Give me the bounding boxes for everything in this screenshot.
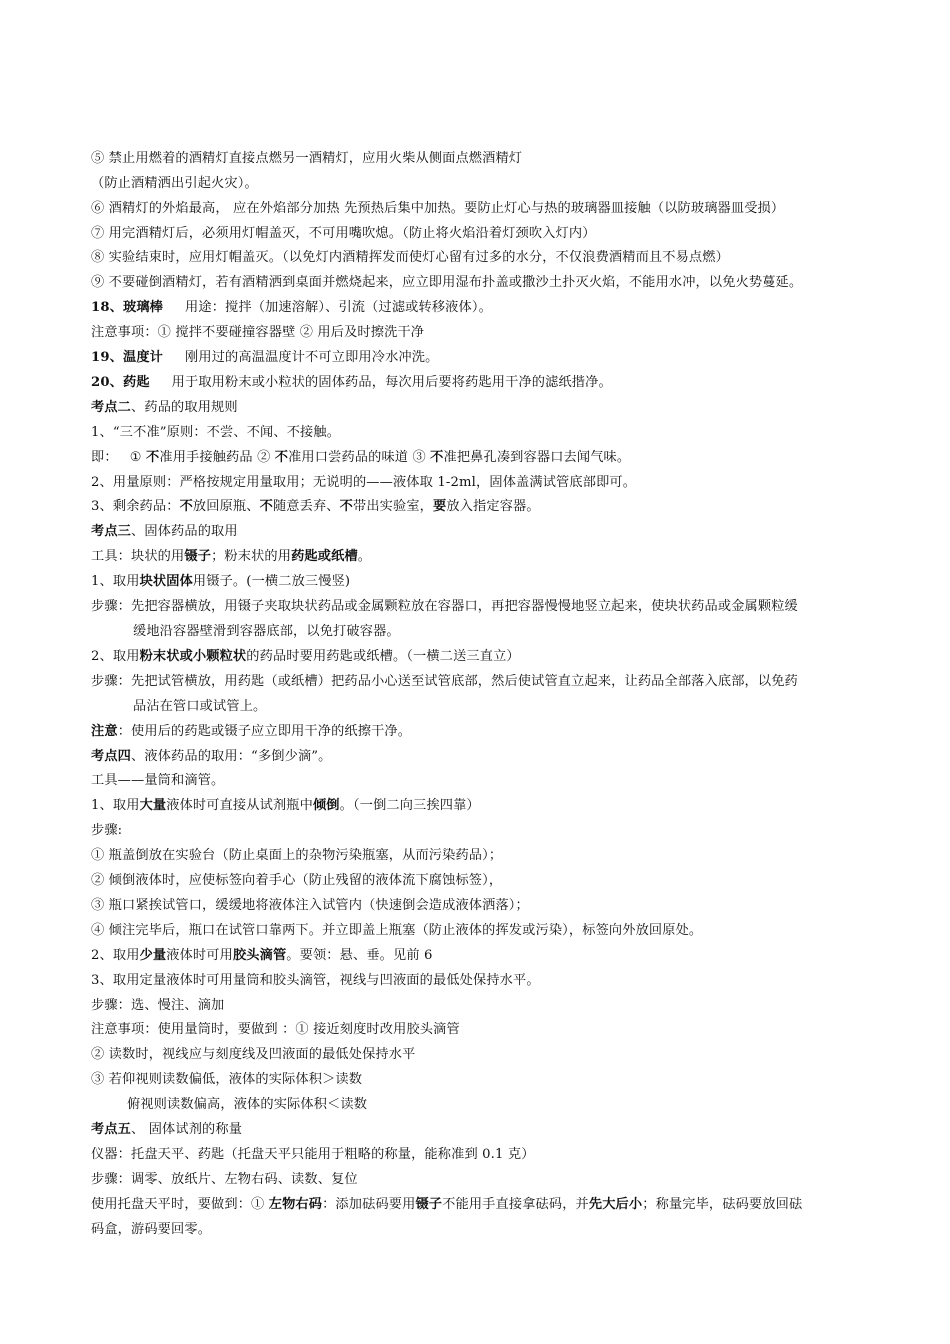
- text-span: 1、取用: [91, 798, 140, 813]
- bold-span: 不: [179, 499, 193, 514]
- text-span: 3、剩余药品：: [91, 499, 180, 514]
- bold-span: 不: [430, 450, 444, 465]
- heading-label: 考点五: [91, 1122, 132, 1137]
- text-span: 液体时可用: [166, 948, 233, 963]
- text-line: 注意事项：① 搅拌不要碰撞容器壁 ② 用后及时擦洗干净: [91, 325, 425, 340]
- text-line: 步骤：先把试管横放，用药匙（或纸槽）把药品小心送至试管底部，然后使试管直立起来，让药品全部落入底部，以免药: [91, 674, 798, 689]
- text-span: 即：: [91, 450, 118, 465]
- text-span: 使用托盘天平时，要做到：①: [91, 1197, 269, 1212]
- text-line: [91, 947, 433, 965]
- text-span: 。: [357, 549, 372, 564]
- text-line: ⑤ 禁止用燃着的酒精灯直接点燃另一酒精灯，应用火柴从侧面点燃酒精灯: [91, 151, 523, 166]
- item-title: 19、温度计: [91, 350, 164, 365]
- text-span: 1、取用: [91, 574, 140, 589]
- bold-span: 不: [146, 450, 160, 465]
- bold-span: 镊子: [184, 549, 212, 564]
- bold-span: 不: [274, 450, 289, 465]
- text-line: 2、用量原则：严格按规定用量取用；无说明的——液体取 1-2ml，固体盖满试管底部即可。: [91, 475, 637, 490]
- bold-span: 倾倒: [312, 798, 340, 813]
- text-span: ：使用后的药匙或镊子应立即用干净的纸擦干净。: [117, 724, 412, 739]
- text-span: 准用口尝药品的味道 ③: [288, 450, 431, 465]
- text-line: 码盒，游码要回零。: [91, 1222, 212, 1237]
- text-line: ⑨ 不要碰倒酒精灯，若有酒精洒到桌面并燃烧起来，应立即用湿布扑盖或撒沙土扑灭火焰，不能用水冲，以免火势蔓延。: [91, 275, 803, 290]
- text-line: 步骤：选、慢注、滴加: [91, 998, 225, 1013]
- item-text: 刚用过的高温温度计不可立即用冷水冲洗。: [185, 350, 439, 365]
- bold-span: 注意: [91, 724, 118, 739]
- bold-span: 胶头滴管: [232, 948, 287, 963]
- heading-text: 、 固体试剂的称量: [131, 1122, 243, 1137]
- text-line: [91, 449, 630, 467]
- heading-text: 、药品的取用规则: [131, 400, 238, 415]
- item-text: 用于取用粉末或小粒状的固体药品，每次用后要将药匙用干净的滤纸揩净。: [171, 375, 612, 390]
- text-span: 放入指定容器。: [446, 499, 540, 514]
- text-line: 注意事项：使用量筒时，要做到 ：① 接近刻度时改用胶头滴管: [91, 1022, 460, 1037]
- bold-span: 要: [433, 499, 447, 514]
- item-text: 用途：搅拌（加速溶解）、引流（过滤或转移液体）。: [185, 300, 492, 315]
- text-line: 3、取用定量液体时可用量筒和胶头滴管，视线与凹液面的最低处保持水平。: [91, 973, 540, 988]
- text-line: 1、“三不准”原则：不尝、不闻、不接触。: [91, 425, 341, 440]
- text-line: 仪器：托盘天平、药匙（托盘天平只能用于粗略的称量，能称准到 0.1 克）: [91, 1147, 535, 1162]
- bold-span: 块状固体: [139, 574, 193, 589]
- text-line: ⑦ 用完酒精灯后，必须用灯帽盖灭，不可用嘴吹熄。（防止将火焰沿着灯颈吹入灯内）: [91, 226, 596, 241]
- text-span: 不能用手直接拿砝码，并: [442, 1197, 589, 1212]
- text-span: 用镊子。(一横二放三慢竖): [192, 574, 351, 589]
- heading-label: 考点二: [91, 400, 132, 415]
- item-thermometer: [91, 349, 438, 367]
- text-line: [91, 797, 480, 815]
- item-title: 20、药匙: [91, 375, 150, 390]
- item-title: 18、玻璃棒: [91, 300, 164, 315]
- bold-span: 先大后小: [588, 1197, 643, 1212]
- heading-text: 、固体药品的取用: [131, 524, 238, 539]
- text-line: 步骤:: [91, 823, 123, 838]
- text-span: 随意丢弃、: [272, 499, 340, 514]
- section-heading: [91, 1121, 242, 1139]
- text-line: 步骤：先把容器横放，用镊子夹取块状药品或金属颗粒放在容器口，再把容器慢慢地竖立起来，使块状药品或金属颗粒缓: [91, 599, 798, 614]
- text-line: ③ 若仰视则读数偏低，液体的实际体积＞读数: [91, 1072, 363, 1087]
- text-line: [91, 498, 540, 516]
- bold-span: 不: [339, 499, 353, 514]
- text-span: ：添加砝码要用: [322, 1197, 416, 1212]
- item-glass-rod: [91, 299, 492, 317]
- text-span: 带出实验室，: [352, 499, 434, 514]
- text-line: [91, 648, 520, 666]
- section-heading: [91, 748, 332, 766]
- text-line: 缓地沿容器壁滑到容器底部，以免打破容器。: [133, 624, 400, 639]
- item-spoon: [91, 374, 612, 392]
- text-span: 。（一倒二向三挨四靠）: [339, 798, 480, 813]
- bold-span: 不: [259, 499, 273, 514]
- text-span: 液体时可直接从试剂瓶中: [166, 798, 313, 813]
- heading-text: 、液体药品的取用：“多倒少滴”。: [131, 749, 332, 764]
- bold-span: 粉末状或小颗粒状: [139, 649, 247, 664]
- text-line: ⑥ 酒精灯的外焰最高， 应在外焰部分加热 先预热后集中加热。要防止灯心与热的玻璃器皿接触（以防玻璃器皿受损）: [91, 201, 785, 216]
- text-line: 步骤：调零、放纸片、左物右码、读数、复位: [91, 1172, 358, 1187]
- section-heading: [91, 523, 238, 541]
- text-line: ② 倾倒液体时，应使标签向着手心（防止残留的液体流下腐蚀标签），: [91, 873, 503, 888]
- text-line: [91, 548, 371, 566]
- text-line: ④ 倾注完毕后，瓶口在试管口靠两下。并立即盖上瓶塞（防止液体的挥发或污染），标签向外放回原处。: [91, 923, 703, 938]
- text-span: ；粉末状的用: [211, 549, 292, 564]
- text-line: 品沾在管口或试管上。: [133, 699, 267, 714]
- text-line: [91, 573, 350, 591]
- text-span: 准用手接触药品 ②: [159, 450, 275, 465]
- text-span: 工具：块状的用: [91, 549, 185, 564]
- text-span: 放回原瓶、: [192, 499, 260, 514]
- text-line: 俯视则读数偏高，液体的实际体积＜读数: [127, 1097, 368, 1112]
- text-line: 工具——量筒和滴管。: [91, 773, 225, 788]
- bold-span: 少量: [139, 948, 167, 963]
- text-line: ⑧ 实验结束时，应用灯帽盖灭。（以免灯内酒精挥发而使灯心留有过多的水分，不仅浪费酒精而且不易点燃）: [91, 250, 729, 265]
- text-line: [91, 1196, 802, 1214]
- text-span: 2、取用: [91, 948, 140, 963]
- bold-span: 大量: [139, 798, 167, 813]
- heading-label: 考点四: [91, 749, 132, 764]
- text-span: 。要领：悬、垂。见前 6: [286, 948, 433, 963]
- text-line: ③ 瓶口紧挨试管口，缓缓地将液体注入试管内（快速倒会造成液体洒落）；: [91, 898, 529, 913]
- text-line: [91, 723, 411, 741]
- text-line: ① 瓶盖倒放在实验台（防止桌面上的杂物污染瓶塞，从而污染药品）；: [91, 848, 503, 863]
- text-line: （防止酒精洒出引起火灾）。: [91, 176, 258, 191]
- bold-span: 左物右码: [268, 1197, 323, 1212]
- text-span: ①: [129, 450, 147, 465]
- section-heading: [91, 399, 238, 417]
- text-span: 准把鼻孔凑到容器口去闻气味。: [443, 450, 631, 465]
- heading-label: 考点三: [91, 524, 132, 539]
- text-line: ② 读数时，视线应与刻度线及凹液面的最低处保持水平: [91, 1047, 416, 1062]
- text-span: ；称量完毕，砝码要放回砝: [642, 1197, 803, 1212]
- bold-span: 药匙或纸槽: [291, 549, 358, 564]
- text-span: 2、取用: [91, 649, 140, 664]
- bold-span: 镊子: [415, 1197, 443, 1212]
- text-span: 的药品时要用药匙或纸槽。（一横二送三直立）: [246, 649, 520, 664]
